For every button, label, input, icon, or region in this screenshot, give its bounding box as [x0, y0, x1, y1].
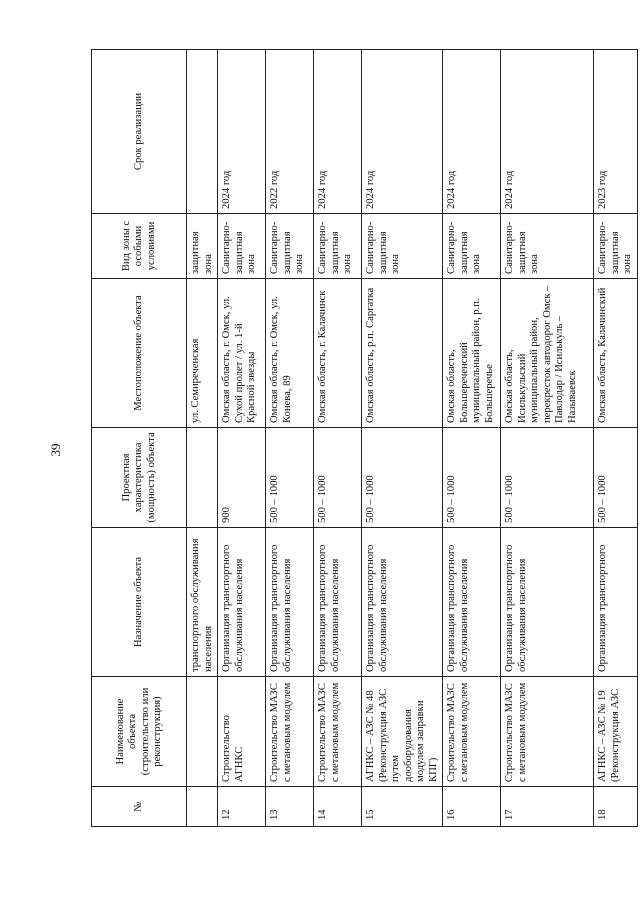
cell-capacity: 500 – 1000	[594, 428, 638, 528]
cell-zone: Санитарно-защитная зона	[266, 214, 314, 279]
cell-num: 14	[314, 787, 362, 827]
cell-purpose: Организация транспортного обслуживания населения	[218, 528, 266, 677]
cell-term: 2023 год	[594, 50, 638, 214]
header-zone: Вид зоны с особыми условиями	[92, 214, 187, 279]
header-capacity: Проектная характеристика (мощность) объекта	[92, 428, 187, 528]
cell-capacity	[187, 428, 218, 528]
cell-capacity: 500 – 1000	[362, 428, 443, 528]
cell-capacity: 500 – 1000	[443, 428, 501, 528]
cell-name: АГНКС – АЗС № 19 (Реконструкция АЗС	[594, 677, 638, 787]
table-row	[314, 50, 362, 827]
header-num: №	[92, 787, 187, 827]
table-row	[443, 50, 501, 827]
cell-term	[187, 50, 218, 214]
cell-name: Строительство АГНКС	[218, 677, 266, 787]
cell-purpose: Организация транспортного обслуживания населения	[314, 528, 362, 677]
cell-zone: Санитарно-защитная зона	[314, 214, 362, 279]
cell-purpose: Организация транспортного обслуживания населения	[266, 528, 314, 677]
cell-capacity: 500 – 1000	[501, 428, 594, 528]
cell-purpose: Организация транспортного	[594, 528, 638, 677]
table-row	[187, 50, 218, 827]
cell-num: 13	[266, 787, 314, 827]
cell-name: Строительство МАЗС с метановым модулем	[443, 677, 501, 787]
cell-term: 2024 год	[362, 50, 443, 214]
cell-name: Строительство МАЗС с метановым модулем	[266, 677, 314, 787]
table-row	[218, 50, 266, 827]
table-row	[266, 50, 314, 827]
header-location: Местоположение объекта	[92, 279, 187, 428]
cell-num: 12	[218, 787, 266, 827]
rotated-table-container	[91, 50, 633, 827]
cell-name	[187, 677, 218, 787]
table-row	[362, 50, 443, 827]
header-purpose: Назначение объекта	[92, 528, 187, 677]
cell-name: Строительство МАЗС с метановым модулем	[314, 677, 362, 787]
cell-location: Омская область, р.п. Саргатка	[362, 279, 443, 428]
cell-term: 2022 год	[266, 50, 314, 214]
cell-capacity: 500 – 1000	[314, 428, 362, 528]
cell-term: 2024 год	[443, 50, 501, 214]
table-header-row	[92, 50, 187, 827]
cell-term: 2024 год	[501, 50, 594, 214]
cell-capacity: 900	[218, 428, 266, 528]
cell-capacity: 500 – 1000	[266, 428, 314, 528]
objects-table	[91, 49, 638, 827]
table-row	[501, 50, 594, 827]
cell-term: 2024 год	[218, 50, 266, 214]
header-name: Наименование объекта (строительство или реконструкция)	[92, 677, 187, 787]
cell-location: Омская область, г. Калачинск	[314, 279, 362, 428]
page-number: 39	[48, 443, 63, 457]
cell-purpose: транспортного обслуживания населения	[187, 528, 218, 677]
cell-location: Омская область, Большереченский муниципальный район, р.п. Большеречье	[443, 279, 501, 428]
cell-zone: защитная зона	[187, 214, 218, 279]
cell-zone: Санитарно-защитная зона	[501, 214, 594, 279]
cell-zone: Санитарно-защитная зона	[362, 214, 443, 279]
cell-purpose: Организация транспортного обслуживания населения	[443, 528, 501, 677]
cell-num: 17	[501, 787, 594, 827]
cell-zone: Санитарно-защитная зона	[443, 214, 501, 279]
cell-location: Омская область, Калачинский	[594, 279, 638, 428]
cell-zone: Санитарно-защитная зона	[594, 214, 638, 279]
cell-num: 18	[594, 787, 638, 827]
cell-num: 16	[443, 787, 501, 827]
cell-location: Омская область, г. Омск, ул. Сухой пролет / ул. 1-й Красной звезды	[218, 279, 266, 428]
cell-purpose: Организация транспортного обслуживания населения	[362, 528, 443, 677]
table-row	[594, 50, 638, 827]
cell-zone: Санитарно-защитная зона	[218, 214, 266, 279]
cell-purpose: Организация транспортного обслуживания населения	[501, 528, 594, 677]
cell-term: 2024 год	[314, 50, 362, 214]
cell-location: Омская область, г. Омск, ул. Конева, 89	[266, 279, 314, 428]
cell-name: Строительство МАЗС с метановым модулем	[501, 677, 594, 787]
cell-num: 15	[362, 787, 443, 827]
cell-num	[187, 787, 218, 827]
cell-location: Омская область, Исилькульский муниципальный район, перекресток автодорог Омск – Павлодар / Исилькуль – Называевск	[501, 279, 594, 428]
header-term: Срок реализации	[92, 50, 187, 214]
cell-location: ул. Семиреченская	[187, 279, 218, 428]
cell-name: АГНКС – АЗС № 48 (Реконструкция АЗС путем дооборудования модулем заправки КПГ)	[362, 677, 443, 787]
